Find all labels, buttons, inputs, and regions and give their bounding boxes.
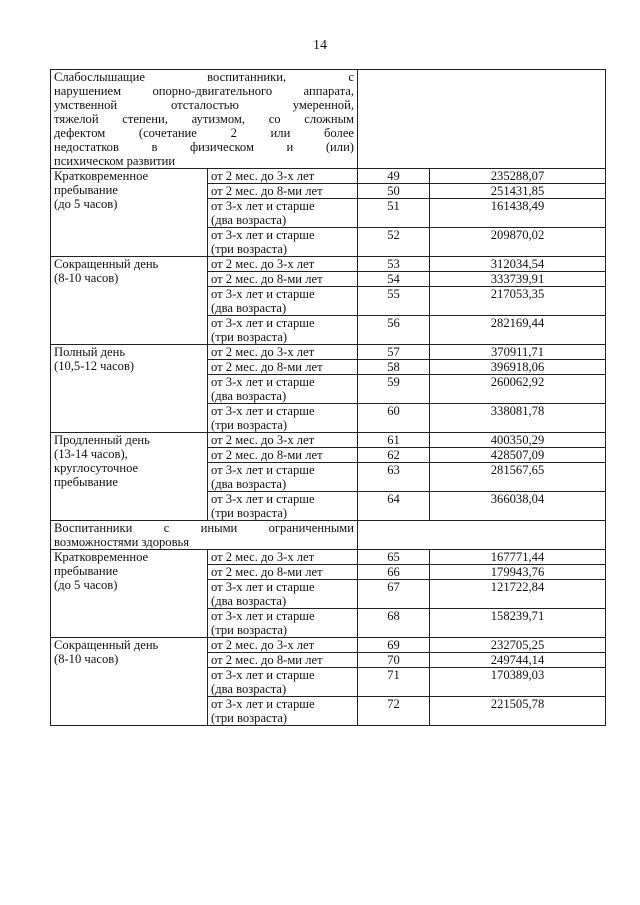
cost-value: 235288,07	[430, 169, 606, 184]
cost-value: 121722,84	[430, 580, 606, 609]
row-number: 57	[358, 345, 430, 360]
group-heading	[51, 70, 358, 169]
age-group-line: (три возраста)	[211, 506, 288, 520]
age-group	[208, 228, 358, 257]
group-heading-line: психическом развитии	[54, 154, 176, 168]
cost-value: 428507,09	[430, 448, 606, 463]
age-group-line: от 2 мес. до 8-ми лет	[211, 360, 323, 374]
cost-value: 366038,04	[430, 492, 606, 521]
row-number: 67	[358, 580, 430, 609]
age-group-line: от 2 мес. до 3-х лет	[211, 345, 315, 359]
group-heading-line: возможностями здоровья	[54, 535, 190, 549]
stay-category	[51, 433, 208, 521]
age-group	[208, 345, 358, 360]
age-group-line: от 3-х лет и старше	[211, 404, 315, 418]
age-group-line: от 2 мес. до 3-х лет	[211, 257, 315, 271]
cost-value: 312034,54	[430, 257, 606, 272]
row-number: 59	[358, 375, 430, 404]
stay-category-line: (10,5-12 часов)	[54, 359, 135, 373]
cost-value: 161438,49	[430, 199, 606, 228]
stay-category-line: (до 5 часов)	[54, 578, 118, 592]
group-heading-line: умственной отсталостью умеренной,	[54, 98, 354, 112]
age-group-line: от 3-х лет и старше	[211, 287, 315, 301]
age-group-line: (два возраста)	[211, 389, 287, 403]
age-group	[208, 360, 358, 375]
row-number: 72	[358, 697, 430, 726]
age-group	[208, 287, 358, 316]
stay-category-line: Кратковременное	[54, 169, 149, 183]
row-number: 60	[358, 404, 430, 433]
cost-value: 338081,78	[430, 404, 606, 433]
cost-value: 217053,35	[430, 287, 606, 316]
age-group-line: от 2 мес. до 3-х лет	[211, 550, 315, 564]
age-group	[208, 550, 358, 565]
age-group-line: от 3-х лет и старше	[211, 199, 315, 213]
age-group-line: от 2 мес. до 3-х лет	[211, 169, 315, 183]
row-number: 61	[358, 433, 430, 448]
stay-category-line: (8-10 часов)	[54, 652, 119, 666]
cost-value: 281567,65	[430, 463, 606, 492]
stay-category	[51, 550, 208, 638]
age-group-line: от 2 мес. до 8-ми лет	[211, 565, 323, 579]
age-group-line: (три возраста)	[211, 330, 288, 344]
row-number: 55	[358, 287, 430, 316]
row-number: 66	[358, 565, 430, 580]
cost-value: 179943,76	[430, 565, 606, 580]
age-group-line: от 2 мес. до 3-х лет	[211, 433, 315, 447]
group-row	[51, 70, 606, 169]
cost-value: 396918,06	[430, 360, 606, 375]
age-group	[208, 668, 358, 697]
age-group	[208, 463, 358, 492]
age-group-line: от 2 мес. до 8-ми лет	[211, 448, 323, 462]
age-group-line: (два возраста)	[211, 301, 287, 315]
age-group	[208, 316, 358, 345]
age-group-line: от 3-х лет и старше	[211, 316, 315, 330]
age-group	[208, 184, 358, 199]
page-number: 14	[313, 38, 327, 53]
row-number: 62	[358, 448, 430, 463]
cost-value: 170389,03	[430, 668, 606, 697]
cost-value: 251431,85	[430, 184, 606, 199]
age-group-line: от 3-х лет и старше	[211, 580, 315, 594]
table-row	[51, 433, 606, 448]
table-row	[51, 257, 606, 272]
row-number: 63	[358, 463, 430, 492]
age-group-line: от 3-х лет и старше	[211, 463, 315, 477]
age-group-line: от 3-х лет и старше	[211, 492, 315, 506]
group-row	[51, 521, 606, 550]
age-group-line: от 2 мес. до 3-х лет	[211, 638, 315, 652]
table-row	[51, 345, 606, 360]
age-group-line: (два возраста)	[211, 682, 287, 696]
age-group	[208, 404, 358, 433]
row-number: 49	[358, 169, 430, 184]
age-group	[208, 653, 358, 668]
stay-category-line: Полный день	[54, 345, 126, 359]
stay-category-line: (до 5 часов)	[54, 197, 118, 211]
age-group	[208, 433, 358, 448]
cost-value: 333739,91	[430, 272, 606, 287]
row-number: 58	[358, 360, 430, 375]
empty-cell	[358, 70, 606, 169]
row-number: 56	[358, 316, 430, 345]
stay-category-line: пребывание	[54, 183, 118, 197]
age-group	[208, 448, 358, 463]
age-group	[208, 565, 358, 580]
table-row	[51, 169, 606, 184]
age-group	[208, 199, 358, 228]
row-number: 53	[358, 257, 430, 272]
age-group-line: от 2 мес. до 8-ми лет	[211, 272, 323, 286]
group-heading-line: дефектом (сочетание 2 или более	[54, 126, 354, 140]
age-group	[208, 257, 358, 272]
table-row	[51, 550, 606, 565]
age-group-line: от 3-х лет и старше	[211, 228, 315, 242]
age-group	[208, 638, 358, 653]
group-heading-line: тяжелой степени, аутизмом, со сложным	[54, 112, 354, 126]
cost-value: 209870,02	[430, 228, 606, 257]
row-number: 51	[358, 199, 430, 228]
stay-category-line: пребывание	[54, 475, 118, 489]
cost-value: 167771,44	[430, 550, 606, 565]
age-group-line: (два возраста)	[211, 213, 287, 227]
cost-value: 282169,44	[430, 316, 606, 345]
group-heading-line: нарушением опорно-двигательного аппарата,	[54, 84, 354, 98]
row-number: 54	[358, 272, 430, 287]
age-group	[208, 375, 358, 404]
cost-value: 249744,14	[430, 653, 606, 668]
age-group-line: от 3-х лет и старше	[211, 375, 315, 389]
stay-category	[51, 638, 208, 726]
age-group-line: (три возраста)	[211, 623, 288, 637]
cost-value: 260062,92	[430, 375, 606, 404]
stay-category-line: пребывание	[54, 564, 118, 578]
age-group	[208, 169, 358, 184]
group-heading-line: Слабослышащие воспитанники, с	[54, 70, 354, 84]
group-heading-line: Воспитанники с иными ограниченными	[54, 521, 354, 535]
age-group-line: (три возраста)	[211, 418, 288, 432]
stay-category-line: (13-14 часов),	[54, 447, 128, 461]
age-group	[208, 580, 358, 609]
empty-cell	[358, 521, 606, 550]
age-group-line: от 2 мес. до 8-ми лет	[211, 653, 323, 667]
table-row	[51, 638, 606, 653]
age-group-line: (два возраста)	[211, 594, 287, 608]
cost-value: 232705,25	[430, 638, 606, 653]
tariff-table	[50, 69, 606, 726]
stay-category-line: Сокращенный день	[54, 638, 159, 652]
row-number: 70	[358, 653, 430, 668]
stay-category	[51, 257, 208, 345]
age-group	[208, 697, 358, 726]
stay-category-line: Сокращенный день	[54, 257, 159, 271]
row-number: 71	[358, 668, 430, 697]
stay-category-line: круглосуточное	[54, 461, 139, 475]
group-heading-line: недостатков в физическом и (или)	[54, 140, 354, 154]
age-group	[208, 492, 358, 521]
group-heading	[51, 521, 358, 550]
age-group-line: от 3-х лет и старше	[211, 668, 315, 682]
stay-category	[51, 169, 208, 257]
cost-value: 400350,29	[430, 433, 606, 448]
age-group-line: (три возраста)	[211, 242, 288, 256]
age-group-line: (два возраста)	[211, 477, 287, 491]
row-number: 64	[358, 492, 430, 521]
row-number: 69	[358, 638, 430, 653]
age-group	[208, 272, 358, 287]
age-group-line: от 3-х лет и старше	[211, 609, 315, 623]
stay-category	[51, 345, 208, 433]
stay-category-line: (8-10 часов)	[54, 271, 119, 285]
age-group-line: от 3-х лет и старше	[211, 697, 315, 711]
row-number: 52	[358, 228, 430, 257]
stay-category-line: Кратковременное	[54, 550, 149, 564]
cost-value: 370911,71	[430, 345, 606, 360]
row-number: 65	[358, 550, 430, 565]
row-number: 50	[358, 184, 430, 199]
age-group-line: от 2 мес. до 8-ми лет	[211, 184, 323, 198]
age-group	[208, 609, 358, 638]
age-group-line: (три возраста)	[211, 711, 288, 725]
cost-value: 221505,78	[430, 697, 606, 726]
row-number: 68	[358, 609, 430, 638]
cost-value: 158239,71	[430, 609, 606, 638]
stay-category-line: Продленный день	[54, 433, 150, 447]
